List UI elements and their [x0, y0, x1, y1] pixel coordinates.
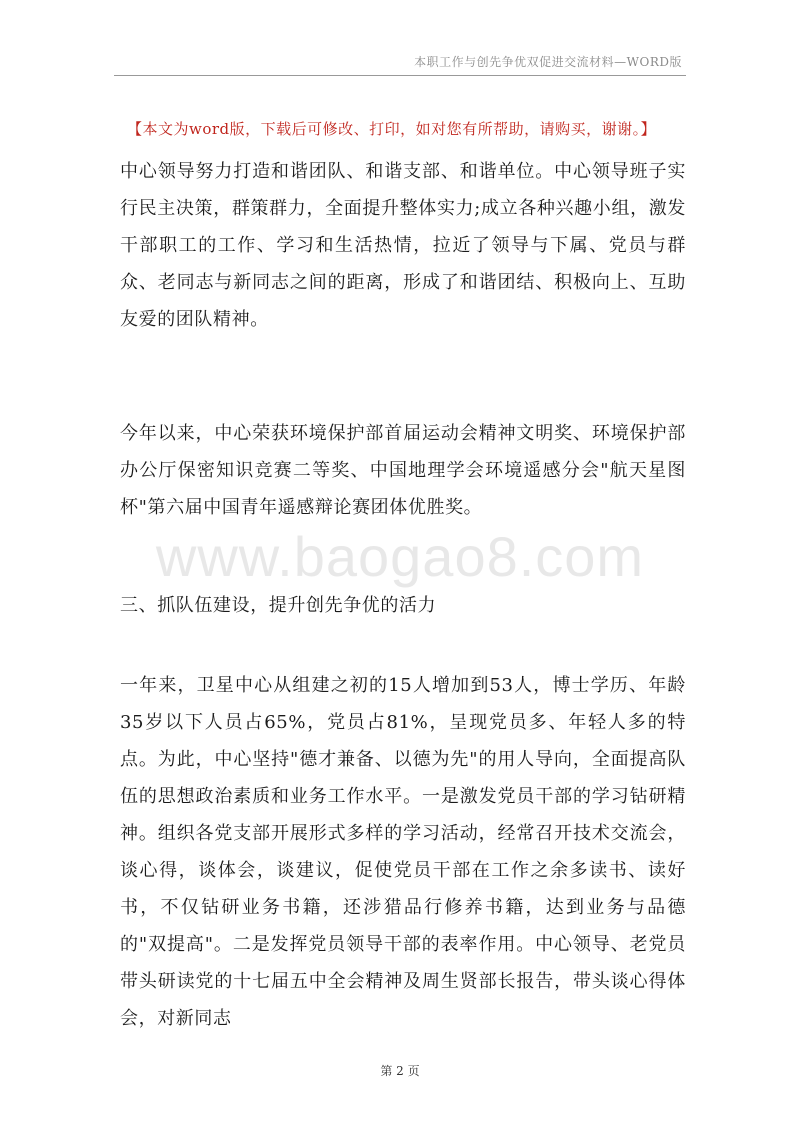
- paragraph-harmony: 中心领导努力打造和谐团队、和谐支部、和谐单位。中心领导班子实行民主决策，群策群力，全面提升整体实力;成立各种兴趣小组，激发干部职工的工作、学习和生活热情，拉近了领导与下属、党员与群众、老同志与新同志之间的距离，形成了和谐团结、积极向上、互助友爱的团队精神。: [120, 161, 686, 330]
- download-notice: 【本文为word版，下载后可修改、打印，如对您有所帮助，请购买，谢谢。】: [127, 120, 657, 138]
- watermark: www.baogao8.com: [155, 525, 645, 588]
- page-number: 第 2 页: [380, 1064, 420, 1078]
- section-heading: 三、抓队伍建设，提升创先争优的活力: [120, 595, 437, 616]
- header-divider: [114, 75, 686, 76]
- paragraph-awards: 今年以来，中心荣获环境保护部首届运动会精神文明奖、环境保护部办公厅保密知识竞赛二等奖、中国地理学会环境遥感分会"航天星图杯"第六届中国青年遥感辩论赛团体优胜奖。: [120, 423, 686, 518]
- paragraph-team-building: 一年来，卫星中心从组建之初的15人增加到53人，博士学历、年龄35岁以下人员占65%，党员占81%，呈现党员多、年轻人多的特点。为此，中心坚持"德才兼备、以德为先"的用人导向，全面提高队伍的思想政治素质和业务工作水平。一是激发党员干部的学习钻研精神。组织各党支部开展形式多样的学习活动，经常召开技术交流会，谈心得，谈体会，谈建议，促使党员干部在工作之余多读书、读好书，不仅钻研业务书籍，还涉猎品行修养书籍，达到业务与品德的"双提高"。二是发挥党员领导干部的表率作用。中心领导、老党员带头研读党的十七届五中全会精神及周生贤部长报告，带头谈心得体会，对新同志: [120, 675, 686, 1029]
- page-header-title: 本职工作与创先争优双促进交流材料—WORD版: [414, 55, 682, 69]
